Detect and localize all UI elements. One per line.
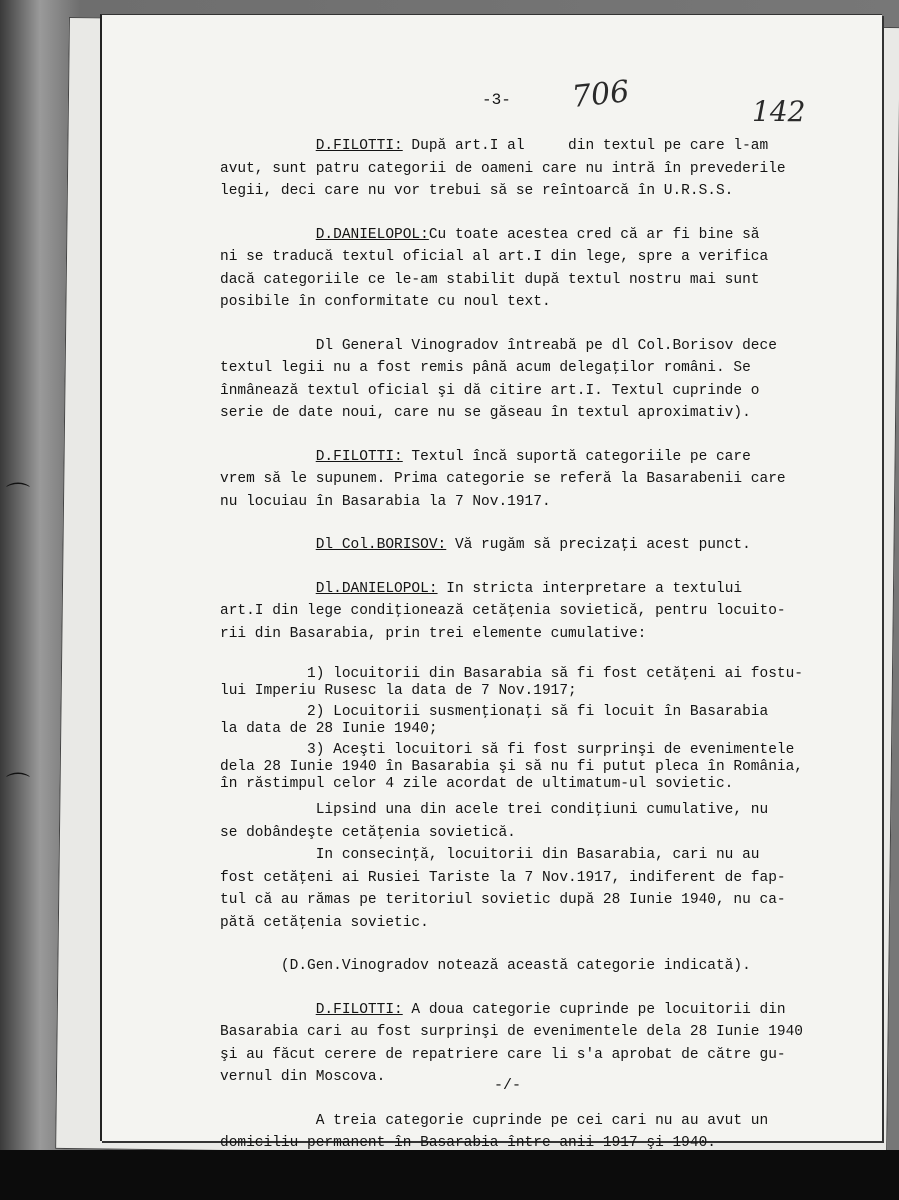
speaker-name: Dl Col.BORISOV: [315,537,447,553]
text-line: în răstimpul celor 4 zile acordat de ultimatum-ul sovietic. [220,776,734,792]
text-line: tul că au rămas pe teritoriul sovietic după 28 Iunie 1940, nu ca- [220,892,786,908]
text-line: In consecinţă, locuitorii din Basarabia, cari nu au [220,847,760,863]
text-line: 2) Locuitorii susmenţionaţi să fi locuit în Basarabia [220,704,769,720]
paragraph [220,534,840,557]
text-line: A treia categorie cuprinde pe cei cari nu au avut un [220,1112,769,1129]
handwritten-folio: 142 [752,95,806,128]
text-line: înmânează textul oficial şi dă citire art.I. Textul cuprinde o [220,382,760,399]
speaker-name: D.DANIELOPOL: [315,226,429,243]
text-line: se dobândeşte cetăţenia sovietică. [220,824,516,841]
speaker-name: D.FILOTTI: [315,448,403,465]
text-line: Cu toate acestea cred că ar fi bine să [428,226,760,243]
text-line: In stricta interpretare a textului [437,580,743,597]
text-line: Vă rugăm să precizaţi acest punct. [446,537,751,553]
text-line: textul legii nu a fost remis până acum delegaţilor români. Se [220,360,751,376]
paragraph [220,799,840,934]
text-line: Basarabia cari au fost surprinşi de evenimentele dela 28 Iunie 1940 [220,1024,803,1040]
condition-item [220,742,840,793]
text-line: (D.Gen.Vinogradov notează această categorie indicată). [220,958,751,974]
text-line: pătă cetăţenia sovietic. [220,914,429,931]
condition-item [220,704,840,738]
condition-item [220,666,840,700]
page-header [102,74,882,128]
text-line: Lipsind una din acele trei condiţiuni cumulative, nu [220,802,769,818]
text-line: Textul încă suportă categoriile pe care [402,448,751,465]
text-line: şi au făcut cerere de repatriere care li s'a aprobat de către gu- [220,1046,786,1063]
speaker-name: Dl.DANIELOPOL: [315,580,438,597]
text-line: posibile în conformitate cu noul text. [220,294,551,310]
paragraph [220,135,840,203]
text-line: ni se traducă textul oficial al art.I din lege, spre a verifica [220,249,769,265]
paragraph [220,955,840,978]
paragraph [220,578,840,646]
text-line: art.I din lege condiţionează cetăţenia sovietică, pentru locuito- [220,603,786,619]
text-line: A doua categorie cuprinde pe locuitorii din [402,1001,786,1018]
page-footer: -/- [494,1077,522,1094]
page-number: -3- [482,91,511,109]
text-line: legii, deci care nu vor trebui să se reîntoarcă în U.R.S.S. [220,183,734,199]
text-line: nu locuiau în Basarabia la 7 Nov.1917. [220,493,551,510]
speaker-name: D.FILOTTI: [315,138,403,154]
margin-mark: ⌒ [6,481,30,509]
text-line: vernul din Moscova. [220,1069,386,1085]
paragraph [220,446,840,514]
text-line: vrem să le supunem. Prima categorie se referă la Basarabenii care [220,471,786,487]
paragraph [220,999,840,1089]
text-line: rii din Basarabia, prin trei elemente cumulative: [220,625,647,642]
paragraph [220,335,840,425]
text-line: serie de date noui, care nu se găseau în textul aproximativ). [220,405,751,421]
text-line: fost cetăţeni ai Rusiei Tariste la 7 Nov.1917, indiferent de fap- [220,869,786,886]
paragraph [220,224,840,314]
text-line: 3) Aceşti locuitori să fi fost surprinşi de evenimentele [220,742,795,758]
text-line: 1) locuitorii din Basarabia să fi fost cetăţeni ai fostu- [220,666,803,682]
text-line: domiciliu permanent în Basarabia între anii 1917 şi 1940. [220,1135,716,1151]
margin-mark: ⌒ [6,771,30,799]
closing-paragraphs [220,799,840,1155]
conditions-list [220,666,840,793]
text-line: lui Imperiu Rusesc la data de 7 Nov.1917; [220,683,577,699]
text-line: dela 28 Iunie 1940 în Basarabia şi să nu fi putut pleca în România, [220,759,803,775]
document-body [220,135,840,1176]
text-line: Dl General Vinogradov întreabă pe dl Col.Borisov dece [220,337,777,354]
paragraph [220,1110,840,1155]
minutes-paragraphs [220,135,840,645]
text-line: avut, sunt patru categorii de oameni care nu intră în prevederile [220,160,786,177]
text-line: la data de 28 Iunie 1940; [220,721,438,737]
text-line: După art.I al din textul pe care l-am [402,138,769,154]
speaker-name: D.FILOTTI: [315,1001,403,1018]
handwritten-number: 706 [570,74,631,115]
text-line: dacă categoriile ce le-am stabilit după textul nostru mai sunt [220,271,760,288]
document-page [100,14,882,1151]
